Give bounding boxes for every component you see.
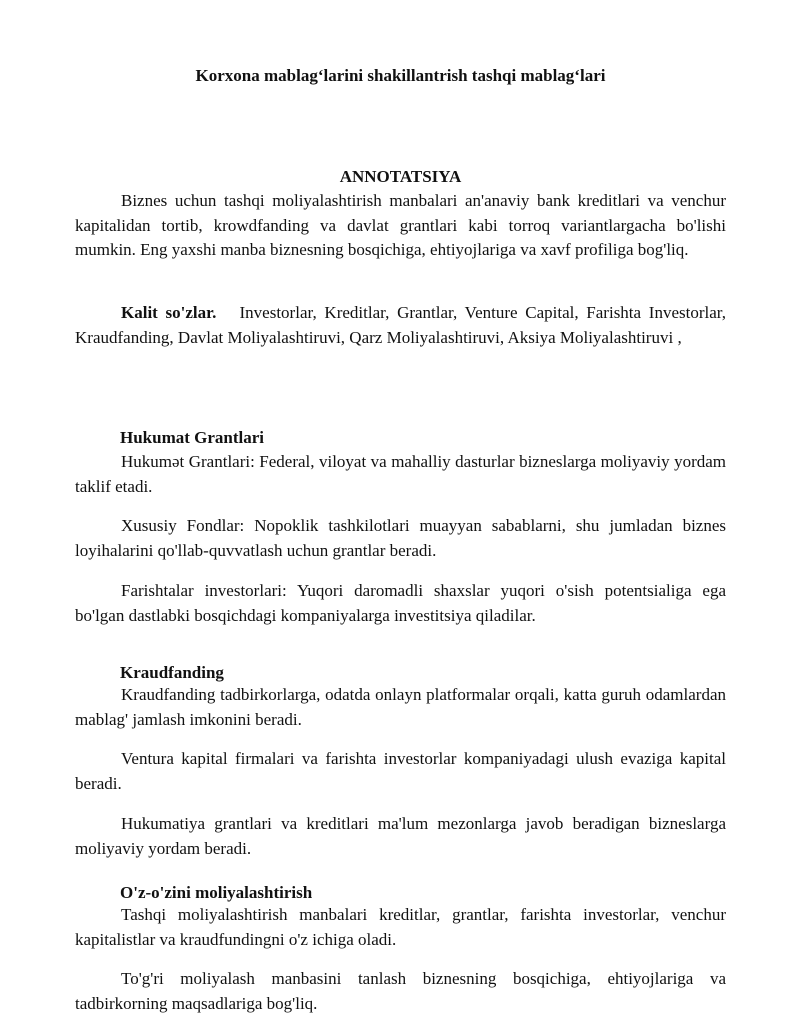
section-heading-hukumat-grantlari: Hukumat Grantlari bbox=[120, 428, 265, 447]
section-paragraph: Kraudfanding tadbirkorlarga, odatda onlayn platformalar orqali, katta guruh odamlardan mablag' jamlash imkonini beradi. bbox=[75, 685, 726, 729]
section-paragraph: To'g'ri moliyalash manbasini tanlash biznesning bosqichiga, ehtiyojlariga va tadbirkorning maqsadlariga bog'liq. bbox=[75, 969, 726, 1013]
section-heading-oz-ozini-moliyalashtirish: O'z-o'zini moliyalashtirish bbox=[120, 883, 313, 902]
keywords-paragraph bbox=[75, 301, 726, 350]
annotation-heading: ANNOTATSIYA bbox=[339, 167, 462, 186]
keywords-text: Investorlar, Kreditlar, Grantlar, Venture Capital, Farishta Investorlar, Kraudfanding, Davlat Moliyalashtiruvi, Qarz Moliyalashtiruvi, Aksiya Moliyalashtiruvi , bbox=[75, 303, 726, 347]
section-heading-kraudfanding: Kraudfanding bbox=[120, 663, 224, 682]
section-paragraph: Tashqi moliyalashtirish manbalari kreditlar, grantlar, farishta investorlar, venchur kapitalistlar va kraudfundingni o'z ichiga oladi. bbox=[75, 905, 726, 949]
annotation-paragraph: Biznes uchun tashqi moliyalashtirish manbalari an'anaviy bank kreditlari va venchur kapitalidan tortib, krowdfanding va davlat grantlari kabi torroq variantlargacha bo'lishi mumkin. Eng yaxshi manba biznesning bosqichiga, ehtiyojlariga va xavf profiliga bog'liq. bbox=[75, 191, 726, 259]
section-paragraph: Ventura kapital firmalari va farishta investorlar kompaniyadagi ulush evaziga kapital beradi. bbox=[75, 749, 726, 793]
section-paragraph: Xususiy Fondlar: Nopoklik tashkilotlari muayyan sabablarni, shu jumladan biznes loyihalarini qo'llab-quvvatlash uchun grantlar beradi. bbox=[75, 516, 726, 560]
section-paragraph: Hukumatiya grantlari va kreditlari ma'lum mezonlarga javob beradigan bizneslarga moliyaviy yordam beradi. bbox=[75, 814, 726, 858]
section-paragraph: Farishtalar investorlari: Yuqori daromadli shaxslar yuqori o'sish potentsialiga ega bo'lgan dastlabki bosqichdagi kompaniyalarga investitsiya qiladilar. bbox=[75, 581, 726, 625]
section-paragraph: Hukumət Grantlari: Federal, viloyat va mahalliy dasturlar bizneslarga moliyaviy yordam taklif etadi. bbox=[75, 452, 726, 496]
keywords-label: Kalit so'zlar. bbox=[121, 303, 217, 322]
document-title: Korxona mablag‘larini shakillantrish tashqi mablag‘lari bbox=[195, 66, 606, 85]
